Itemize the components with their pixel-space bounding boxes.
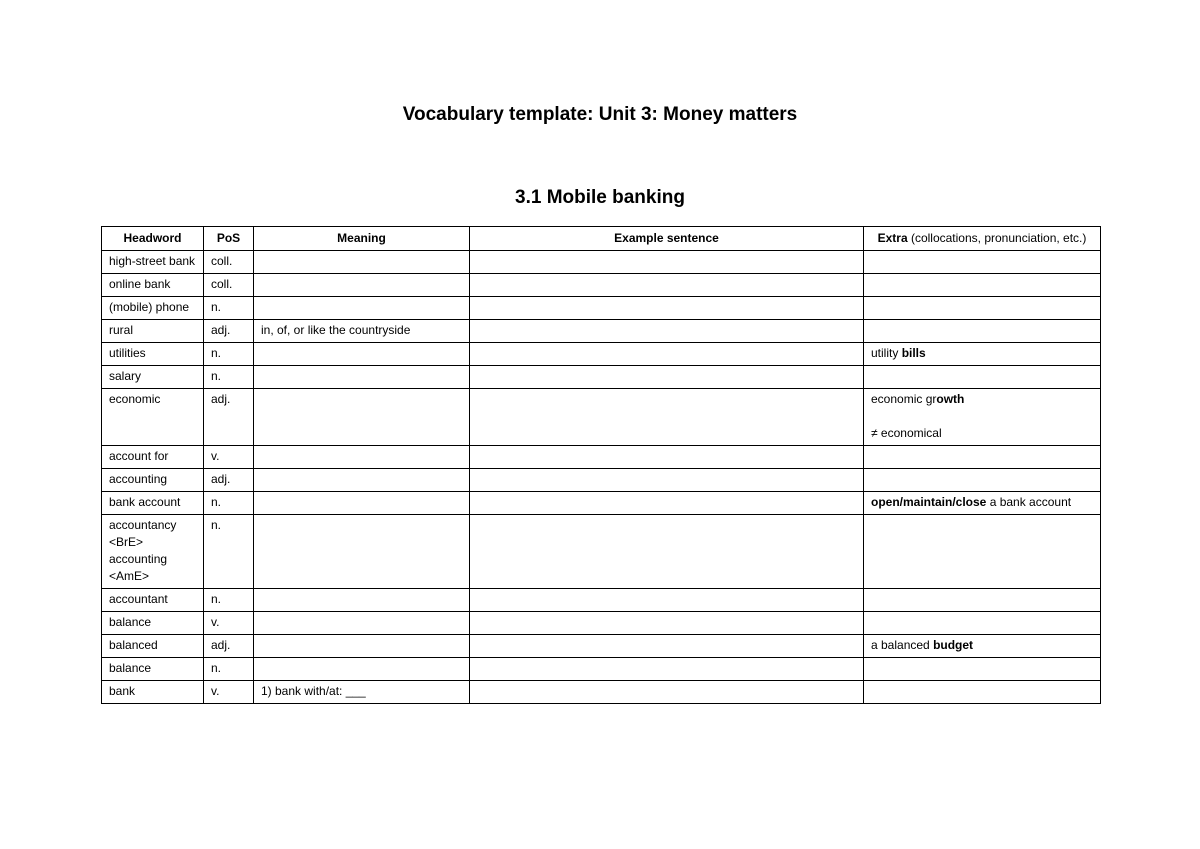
pos-cell: n.	[204, 366, 254, 389]
table-row	[102, 635, 1101, 658]
meaning-cell	[254, 389, 470, 446]
headword-cell: rural	[102, 320, 204, 343]
meaning-cell	[254, 658, 470, 681]
example-cell	[470, 589, 864, 612]
meaning-cell	[254, 297, 470, 320]
meaning-cell	[254, 515, 470, 589]
pos-cell: n.	[204, 492, 254, 515]
headword-cell: online bank	[102, 274, 204, 297]
meaning-cell: in, of, or like the countryside	[254, 320, 470, 343]
meaning-cell: 1) bank with/at: ___	[254, 681, 470, 704]
header-example: Example sentence	[470, 227, 864, 251]
table-row	[102, 366, 1101, 389]
example-cell	[470, 612, 864, 635]
pos-cell: v.	[204, 681, 254, 704]
pos-cell: v.	[204, 446, 254, 469]
example-cell	[470, 469, 864, 492]
table-row	[102, 589, 1101, 612]
extra-cell	[864, 446, 1101, 469]
example-cell	[470, 320, 864, 343]
headword-cell: balanced	[102, 635, 204, 658]
meaning-cell	[254, 446, 470, 469]
table-row	[102, 658, 1101, 681]
example-cell	[470, 681, 864, 704]
headword-cell: accountancy <BrE> accounting <AmE>	[102, 515, 204, 589]
vocabulary-table	[101, 226, 1101, 704]
table-row	[102, 389, 1101, 446]
table-row	[102, 297, 1101, 320]
table-row	[102, 251, 1101, 274]
headword-cell: bank	[102, 681, 204, 704]
pos-cell: n.	[204, 658, 254, 681]
example-cell	[470, 251, 864, 274]
headword-cell: economic	[102, 389, 204, 446]
extra-cell	[864, 274, 1101, 297]
table-row	[102, 320, 1101, 343]
header-headword: Headword	[102, 227, 204, 251]
example-cell	[470, 366, 864, 389]
headword-cell: high-street bank	[102, 251, 204, 274]
pos-cell: coll.	[204, 251, 254, 274]
headword-cell: account for	[102, 446, 204, 469]
meaning-cell	[254, 612, 470, 635]
extra-cell	[864, 515, 1101, 589]
headword-cell: utilities	[102, 343, 204, 366]
headword-cell: salary	[102, 366, 204, 389]
meaning-cell	[254, 274, 470, 297]
meaning-cell	[254, 469, 470, 492]
example-cell	[470, 658, 864, 681]
example-cell	[470, 297, 864, 320]
pos-cell: adj.	[204, 389, 254, 446]
meaning-cell	[254, 251, 470, 274]
extra-cell: economic growth ≠ economical	[864, 389, 1101, 446]
headword-cell: bank account	[102, 492, 204, 515]
table-row	[102, 681, 1101, 704]
extra-cell: utility bills	[864, 343, 1101, 366]
table-row	[102, 469, 1101, 492]
pos-cell: n.	[204, 589, 254, 612]
extra-cell	[864, 366, 1101, 389]
extra-cell: open/maintain/close a bank account	[864, 492, 1101, 515]
header-pos: PoS	[204, 227, 254, 251]
extra-cell	[864, 469, 1101, 492]
pos-cell: n.	[204, 515, 254, 589]
pos-cell: adj.	[204, 469, 254, 492]
example-cell	[470, 274, 864, 297]
example-cell	[470, 635, 864, 658]
headword-cell: balance	[102, 658, 204, 681]
extra-cell	[864, 251, 1101, 274]
table-row	[102, 274, 1101, 297]
pos-cell: v.	[204, 612, 254, 635]
extra-cell	[864, 681, 1101, 704]
meaning-cell	[254, 366, 470, 389]
headword-cell: accountant	[102, 589, 204, 612]
document-title: Vocabulary template: Unit 3: Money matters	[402, 104, 798, 125]
table-row	[102, 446, 1101, 469]
example-cell	[470, 446, 864, 469]
meaning-cell	[254, 492, 470, 515]
section-title: 3.1 Mobile banking	[515, 187, 685, 208]
extra-cell	[864, 658, 1101, 681]
pos-cell: adj.	[204, 320, 254, 343]
example-cell	[470, 389, 864, 446]
table-header-row	[102, 227, 1101, 251]
meaning-cell	[254, 343, 470, 366]
table-row	[102, 612, 1101, 635]
headword-cell: accounting	[102, 469, 204, 492]
headword-cell: (mobile) phone	[102, 297, 204, 320]
headword-cell: balance	[102, 612, 204, 635]
example-cell	[470, 515, 864, 589]
pos-cell: adj.	[204, 635, 254, 658]
table-row	[102, 343, 1101, 366]
extra-cell	[864, 589, 1101, 612]
extra-cell	[864, 320, 1101, 343]
table-row	[102, 515, 1101, 589]
meaning-cell	[254, 589, 470, 612]
extra-cell	[864, 297, 1101, 320]
extra-cell: a balanced budget	[864, 635, 1101, 658]
example-cell	[470, 343, 864, 366]
header-meaning: Meaning	[254, 227, 470, 251]
pos-cell: n.	[204, 297, 254, 320]
meaning-cell	[254, 635, 470, 658]
extra-cell	[864, 612, 1101, 635]
example-cell	[470, 492, 864, 515]
pos-cell: coll.	[204, 274, 254, 297]
header-extra: Extra (collocations, pronunciation, etc.)	[864, 227, 1101, 251]
pos-cell: n.	[204, 343, 254, 366]
table-row	[102, 492, 1101, 515]
